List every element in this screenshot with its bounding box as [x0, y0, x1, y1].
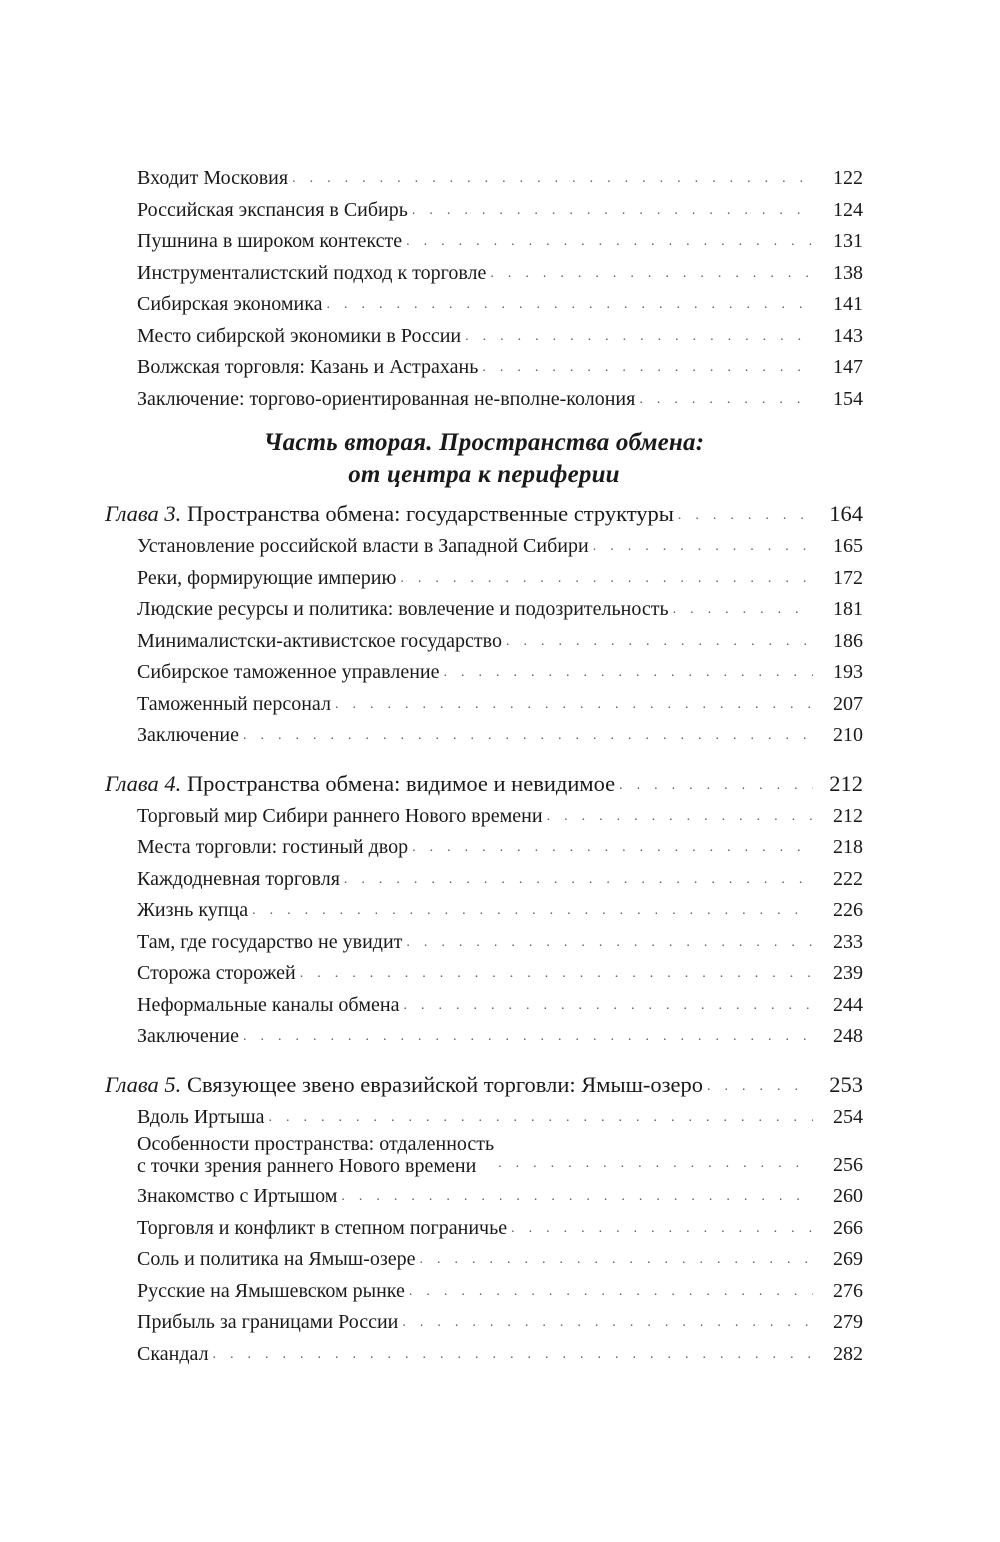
toc-entry[interactable]: [105, 927, 863, 959]
toc-entry-page: 193: [813, 657, 863, 689]
toc-entry-title: Заключение: [137, 720, 243, 752]
toc-entry-line2: с точки зрения раннего Нового времени: [137, 1155, 477, 1177]
dot-leader: [490, 258, 813, 290]
toc-entry-title: Русские на Ямышевском рынке: [137, 1276, 409, 1308]
dot-leader: [243, 720, 813, 752]
toc-entry[interactable]: [105, 657, 863, 689]
dot-leader: [252, 895, 813, 927]
toc-entry-page: 172: [813, 563, 863, 595]
toc-entry-page: 122: [813, 163, 863, 195]
part-two-title-line2: от центра к периферии: [348, 461, 620, 488]
chapter-5-title: Связующее звено евразийской торговли: Ямыш-озеро: [186, 1071, 704, 1097]
toc-entry-page: 239: [813, 958, 863, 990]
toc-entry-title: Заключение: [137, 1021, 243, 1053]
toc-entry[interactable]: [105, 990, 863, 1022]
chapter-4-page: 212: [813, 767, 863, 801]
toc-entry[interactable]: [105, 594, 863, 626]
toc-entry[interactable]: [105, 689, 863, 721]
toc-entry[interactable]: [105, 226, 863, 258]
toc-entry-title: Прибыль за границами России: [137, 1307, 402, 1339]
chapter-5-entries-after: [105, 1181, 863, 1370]
dot-leader: [593, 531, 813, 563]
toc-entry[interactable]: [105, 384, 863, 416]
toc-entry-title: Заключение: торгово-ориентированная не-вполне-колония: [137, 384, 639, 416]
toc-entry[interactable]: [105, 1339, 863, 1371]
toc-entry-page: 147: [813, 352, 863, 384]
toc-entry-title: Минималистски-активистское государство: [137, 626, 506, 658]
toc-entry-page: 222: [813, 864, 863, 896]
dot-leader: [344, 864, 813, 896]
toc-entry-title: Входит Московия: [137, 163, 292, 195]
toc-entry[interactable]: [105, 289, 863, 321]
dot-leader: [292, 163, 813, 195]
toc-entry-page: 248: [813, 1021, 863, 1053]
toc-entry-page: 207: [813, 689, 863, 721]
chapter-5-entries-before: [105, 1102, 863, 1134]
toc-entry[interactable]: [105, 832, 863, 864]
toc-entry-title: Вдоль Иртыша: [137, 1102, 269, 1134]
toc-entry-page: 210: [813, 720, 863, 752]
toc-entry-page: 266: [813, 1213, 863, 1245]
toc-entry[interactable]: [105, 1244, 863, 1276]
toc-entry-title: Каждодневная торговля: [137, 864, 344, 896]
toc-entry-page: 276: [813, 1276, 863, 1308]
dot-leader: [444, 657, 814, 689]
toc-entry-page: 186: [813, 626, 863, 658]
toc-entry-page: 212: [813, 801, 863, 833]
dot-leader: [300, 958, 813, 990]
toc-entry-page: 141: [813, 289, 863, 321]
toc-entry[interactable]: [105, 958, 863, 990]
toc-entry-title: Реки, формирующие империю: [137, 563, 400, 595]
chapter-4-entry[interactable]: [105, 767, 863, 801]
dot-leader: [465, 321, 813, 353]
toc-entry-title: Сторожа сторожей: [137, 958, 300, 990]
toc-entry[interactable]: [105, 258, 863, 290]
toc-entry-page: 218: [813, 832, 863, 864]
toc-entry-title: Скандал: [137, 1339, 213, 1371]
dot-leader: [341, 1181, 813, 1213]
toc-entry-title: Людские ресурсы и политика: вовлечение и подозрительность: [137, 594, 673, 626]
dot-leader: [412, 832, 813, 864]
toc-entry-title: Там, где государство не увидит: [137, 927, 406, 959]
dot-leader: [213, 1339, 813, 1371]
toc-entry-two-line[interactable]: [105, 1133, 863, 1181]
chapter-4-label: Глава 4.: [105, 770, 182, 796]
toc-entry[interactable]: [105, 1021, 863, 1053]
toc-entry[interactable]: [105, 352, 863, 384]
toc-entry[interactable]: [105, 895, 863, 927]
chapter-5-label: Глава 5.: [105, 1071, 182, 1097]
dot-leader: [673, 594, 813, 626]
toc-entry[interactable]: [105, 720, 863, 752]
chapter-4-title: Пространства обмена: видимое и невидимое: [186, 770, 616, 796]
toc-entry-title: Жизнь купца: [137, 895, 252, 927]
dot-leader: [335, 689, 813, 721]
dot-leader: [412, 195, 813, 227]
toc-entry-title: Установление российской власти в Западной Сибири: [137, 531, 593, 563]
toc-entry[interactable]: [105, 864, 863, 896]
part-two-heading: [105, 427, 863, 491]
toc-entry-title: Сибирская экономика: [137, 289, 327, 321]
part-two-title-line1: Часть вторая. Пространства обмена:: [263, 429, 705, 456]
dot-leader: [419, 1244, 813, 1276]
dot-leader: [400, 563, 813, 595]
chapter-4-entries: [105, 801, 863, 1053]
toc-entry-title: Места торговли: гостиный двор: [137, 832, 412, 864]
dot-leader: [547, 801, 813, 833]
dot-leader: [406, 226, 813, 258]
toc-entry-page: 254: [813, 1102, 863, 1134]
toc-entry-line1: Особенности пространства: отдаленность: [137, 1133, 495, 1155]
toc-entry-page: 154: [813, 384, 863, 416]
toc-entry-title: Инструменталистский подход к торговле: [137, 258, 490, 290]
dot-leader: [498, 1148, 813, 1180]
toc-entry-page: 244: [813, 990, 863, 1022]
toc-entry-page: 165: [813, 531, 863, 563]
toc-entry[interactable]: [105, 531, 863, 563]
dot-leader: [243, 1021, 813, 1053]
toc-entry-title: Пушнина в широком контексте: [137, 226, 406, 258]
toc-entry-title: Торговый мир Сибири раннего Нового времени: [137, 801, 547, 833]
toc-entry-page: 233: [813, 927, 863, 959]
toc-entry-page: 260: [813, 1181, 863, 1213]
toc-entry-page: 282: [813, 1339, 863, 1371]
toc-entry-page: 226: [813, 895, 863, 927]
chapter-3-label: Глава 3.: [105, 501, 182, 526]
toc-entry-page: 124: [813, 195, 863, 227]
table-of-contents: [105, 163, 863, 1370]
dot-leader: [707, 1070, 813, 1104]
toc-entry[interactable]: [105, 163, 863, 195]
dot-leader: [619, 769, 813, 803]
toc-entry-title: Таможенный персонал: [137, 689, 335, 721]
toc-entry-title: Знакомство с Иртышом: [137, 1181, 341, 1213]
chapter-3-entry[interactable]: [105, 497, 863, 531]
dot-leader: [511, 1213, 813, 1245]
toc-entry[interactable]: [105, 1213, 863, 1245]
toc-entry-title: Сибирское таможенное управление: [137, 657, 444, 689]
toc-entry-title: Место сибирской экономики в России: [137, 321, 465, 353]
dot-leader: [639, 384, 813, 416]
dot-leader: [406, 927, 813, 959]
chapter-3-entries: [105, 531, 863, 752]
toc-entry[interactable]: [105, 801, 863, 833]
toc-entry-page: 269: [813, 1244, 863, 1276]
toc-entry-page: 181: [813, 594, 863, 626]
toc-entry-title: Российская экспансия в Сибирь: [137, 195, 412, 227]
toc-entry-page: 138: [813, 258, 863, 290]
toc-entry-page: 131: [813, 226, 863, 258]
dot-leader: [678, 499, 813, 533]
chapter-5-page: 253: [813, 1068, 863, 1102]
toc-entry[interactable]: [105, 1102, 863, 1134]
toc-entry-page: 279: [813, 1307, 863, 1339]
toc-entry-title: Неформальные каналы обмена: [137, 990, 403, 1022]
dot-leader: [402, 1307, 813, 1339]
dot-leader: [409, 1276, 813, 1308]
toc-entry-title: Торговля и конфликт в степном пограничье: [137, 1213, 511, 1245]
toc-entry-title: Волжская торговля: Казань и Астрахань: [137, 352, 482, 384]
toc-entry[interactable]: [105, 563, 863, 595]
dot-leader: [506, 626, 813, 658]
chapter-3-page: 164: [813, 497, 863, 531]
toc-entry[interactable]: [105, 626, 863, 658]
toc-entry[interactable]: [105, 321, 863, 353]
chapter-3-title: Пространства обмена: государственные структуры: [186, 501, 674, 526]
toc-entry-title: Соль и политика на Ямыш-озере: [137, 1244, 419, 1276]
toc-entry[interactable]: [105, 195, 863, 227]
intro-entries: [105, 163, 863, 415]
toc-entry[interactable]: [105, 1181, 863, 1213]
dot-leader: [482, 352, 813, 384]
toc-entry-page: 256: [813, 1150, 863, 1182]
dot-leader: [327, 289, 813, 321]
toc-entry[interactable]: [105, 1307, 863, 1339]
toc-entry[interactable]: [105, 1276, 863, 1308]
dot-leader: [269, 1102, 814, 1134]
chapter-5-entry[interactable]: [105, 1068, 863, 1102]
toc-entry-page: 143: [813, 321, 863, 353]
dot-leader: [403, 990, 813, 1022]
